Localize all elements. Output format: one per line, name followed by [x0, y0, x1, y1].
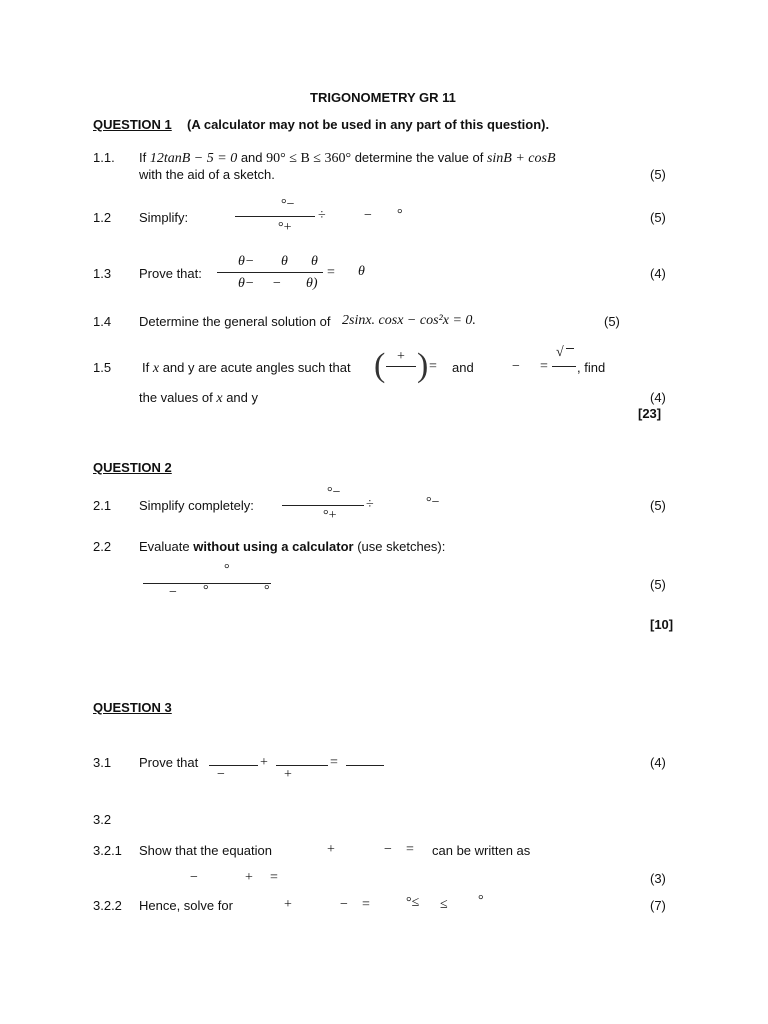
marks: (5): [650, 498, 666, 513]
item-number: 2.2: [93, 539, 112, 554]
text-if: If: [142, 360, 150, 375]
sqrt-sign: √: [556, 345, 564, 360]
inequality-upper: ≤: [440, 897, 448, 912]
fraction-denominator: °+: [323, 508, 337, 523]
fraction-numerator: °: [224, 562, 230, 577]
question-total: [23]: [638, 406, 662, 421]
text-and-y: and y: [226, 390, 258, 405]
fraction-numerator: °−: [281, 197, 295, 212]
denominator-term: °: [264, 583, 270, 598]
fraction-bar: [235, 216, 315, 217]
item-number: 3.2.2: [93, 898, 122, 913]
plus-sign: +: [397, 349, 405, 364]
item-1-5-line-2: [139, 390, 258, 407]
minus-sign: −: [364, 208, 372, 223]
question-total: [10]: [650, 617, 674, 632]
divide-sign: ÷: [366, 497, 374, 512]
numerator-term: θ−: [238, 254, 255, 269]
equals-sign: =: [270, 870, 278, 885]
item-number: 3.1: [93, 755, 112, 770]
text-evaluate: Evaluate: [139, 539, 190, 554]
variable-x: x: [216, 391, 223, 406]
item-1-1-line-2: with the aid of a sketch.: [139, 167, 275, 182]
numerator-term: θ: [311, 254, 318, 269]
marks: (3): [650, 871, 666, 886]
denominator-term: θ−: [238, 276, 255, 291]
denominator-term: −: [217, 767, 225, 782]
item-1-1-line-1: [139, 150, 556, 167]
fraction-bar: [276, 765, 328, 766]
plus-sign: +: [260, 755, 268, 770]
equals-sign: =: [540, 359, 548, 374]
equation: 2sinx. cosx − cos²x = 0.: [342, 313, 476, 328]
denominator-term: °: [203, 583, 209, 598]
text-written-as: can be written as: [432, 843, 531, 858]
question-1-note: (A calculator may not be used in any part of this question).: [187, 117, 550, 132]
text-condition: and y are acute angles such that: [162, 360, 351, 375]
minus-sign: −: [340, 897, 348, 912]
marks: (4): [650, 390, 666, 405]
item-number: 3.2: [93, 812, 112, 827]
item-text: Prove that: [139, 755, 199, 770]
sqrt-bar: [566, 348, 574, 349]
equals-sign: =: [429, 359, 437, 374]
denominator-term: +: [284, 767, 292, 782]
document-title: TRIGONOMETRY GR 11: [310, 90, 456, 105]
equals-sign: =: [330, 755, 338, 770]
item-number: 1.1.: [93, 150, 115, 165]
expression: sinB + cosB: [486, 151, 556, 166]
inequality-lower: °≤: [406, 895, 420, 910]
right-paren: ): [417, 347, 429, 384]
item-text: Hence, solve for: [139, 898, 233, 913]
equals-sign: =: [406, 842, 414, 857]
equation: 12tanB − 5 = 0: [149, 151, 238, 166]
text-and: and: [452, 360, 474, 375]
item-1-5-text: [142, 360, 351, 377]
item-number: 1.4: [93, 314, 112, 329]
marks: (4): [650, 266, 666, 281]
fraction-bar: [346, 765, 384, 766]
marks: (5): [650, 577, 666, 592]
fraction-numerator: °−: [327, 485, 341, 500]
minus-sign: −: [512, 359, 520, 374]
minus-sign: −: [190, 870, 198, 885]
fraction-bar: [217, 272, 323, 273]
plus-sign: +: [284, 897, 292, 912]
item-text: Simplify completely:: [139, 498, 254, 513]
equals-sign: =: [362, 897, 370, 912]
item-number: 1.3: [93, 266, 112, 281]
marks: (4): [650, 755, 666, 770]
item-number: 1.2: [93, 210, 112, 225]
text-determine: determine the value of: [354, 150, 484, 165]
item-text: Simplify:: [139, 210, 189, 225]
fraction-denominator: °+: [278, 220, 292, 235]
text-values-of: the values of: [139, 390, 213, 405]
item-text: Determine the general solution of: [139, 314, 331, 329]
item-2-2-text: [139, 539, 445, 554]
numerator-term: θ: [281, 254, 288, 269]
minus-sign: −: [384, 842, 392, 857]
marks: (5): [604, 314, 620, 329]
equals-sign: =: [327, 265, 335, 280]
degree-sign: °: [478, 893, 484, 908]
variable-x: x: [152, 361, 160, 376]
item-number: 3.2.1: [93, 843, 122, 858]
plus-sign: +: [245, 870, 253, 885]
denominator-term: θ): [306, 276, 318, 291]
marks: (5): [650, 210, 666, 225]
left-paren: (: [374, 347, 386, 384]
fraction-bar: [282, 505, 364, 506]
fraction-bar: [386, 366, 416, 367]
question-3-heading: QUESTION 3: [93, 700, 172, 715]
item-text: Prove that:: [139, 266, 202, 281]
question-1-heading: QUESTION 1: [93, 117, 172, 132]
degree-sign: °: [397, 207, 403, 222]
item-number: 1.5: [93, 360, 112, 375]
item-number: 2.1: [93, 498, 112, 513]
range: 90° ≤ B ≤ 360°: [266, 151, 352, 166]
question-2-heading: QUESTION 2: [93, 460, 172, 475]
text-without-calculator: without using a calculator: [193, 539, 354, 554]
text-find: , find: [577, 360, 606, 375]
fraction-bar: [552, 366, 576, 367]
rhs-term: °−: [426, 495, 440, 510]
text-and: and: [240, 150, 263, 165]
text-if: If: [139, 150, 147, 165]
marks: (7): [650, 898, 666, 913]
denominator-term: −: [169, 585, 177, 600]
marks: (5): [650, 167, 666, 182]
fraction-bar: [209, 765, 258, 766]
rhs-theta: θ: [358, 264, 365, 279]
denominator-term: −: [272, 276, 282, 291]
text-use-sketches: (use sketches):: [357, 539, 446, 554]
divide-sign: ÷: [318, 208, 326, 223]
item-text: Show that the equation: [139, 843, 272, 858]
plus-sign: +: [327, 842, 335, 857]
